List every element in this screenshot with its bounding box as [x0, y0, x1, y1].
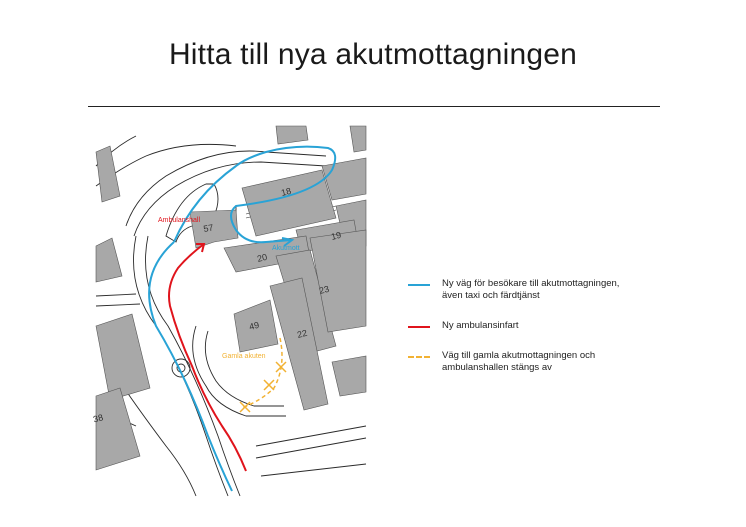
- legend-text-line: Ny ambulansinfart: [442, 320, 519, 331]
- campus-map-svg: [92, 126, 366, 496]
- building-label: 19: [330, 229, 343, 242]
- gamla-akuten-label: Gamla akuten: [222, 353, 266, 360]
- legend-text-line: ambulanshallen stängs av: [442, 362, 552, 373]
- legend-text-line: även taxi och färdtjänst: [442, 290, 540, 301]
- legend-text: [442, 278, 682, 302]
- ambulanshall-label: Ambulanshall: [158, 217, 201, 224]
- legend-item-visitor-route: [408, 278, 682, 302]
- building-label: 38: [92, 412, 105, 425]
- building-label: 22: [296, 327, 309, 340]
- title-divider: [88, 106, 660, 107]
- building-label: 18: [280, 185, 293, 198]
- building-label: 23: [318, 283, 331, 296]
- building-label: 49: [248, 319, 261, 332]
- legend-text-line: Väg till gamla akutmottagningen och: [442, 350, 596, 361]
- campus-map[interactable]: [92, 126, 366, 496]
- legend-text: [442, 350, 682, 374]
- legend-swatch-red: [408, 326, 430, 328]
- building-label: 20: [256, 251, 269, 264]
- legend-text-line: Ny väg för besökare till akutmottagningen,: [442, 278, 620, 289]
- akutmott-label: Akutmott: [272, 245, 300, 252]
- slide-title: Hitta till nya akutmottagningen: [168, 38, 578, 71]
- legend-swatch-orange: [408, 356, 430, 358]
- legend-item-ambulance-route: [408, 320, 682, 332]
- legend-text: [442, 320, 682, 332]
- building-label: 57: [202, 222, 215, 234]
- legend-swatch-blue: [408, 284, 430, 286]
- legend-item-closed-route: [408, 350, 682, 374]
